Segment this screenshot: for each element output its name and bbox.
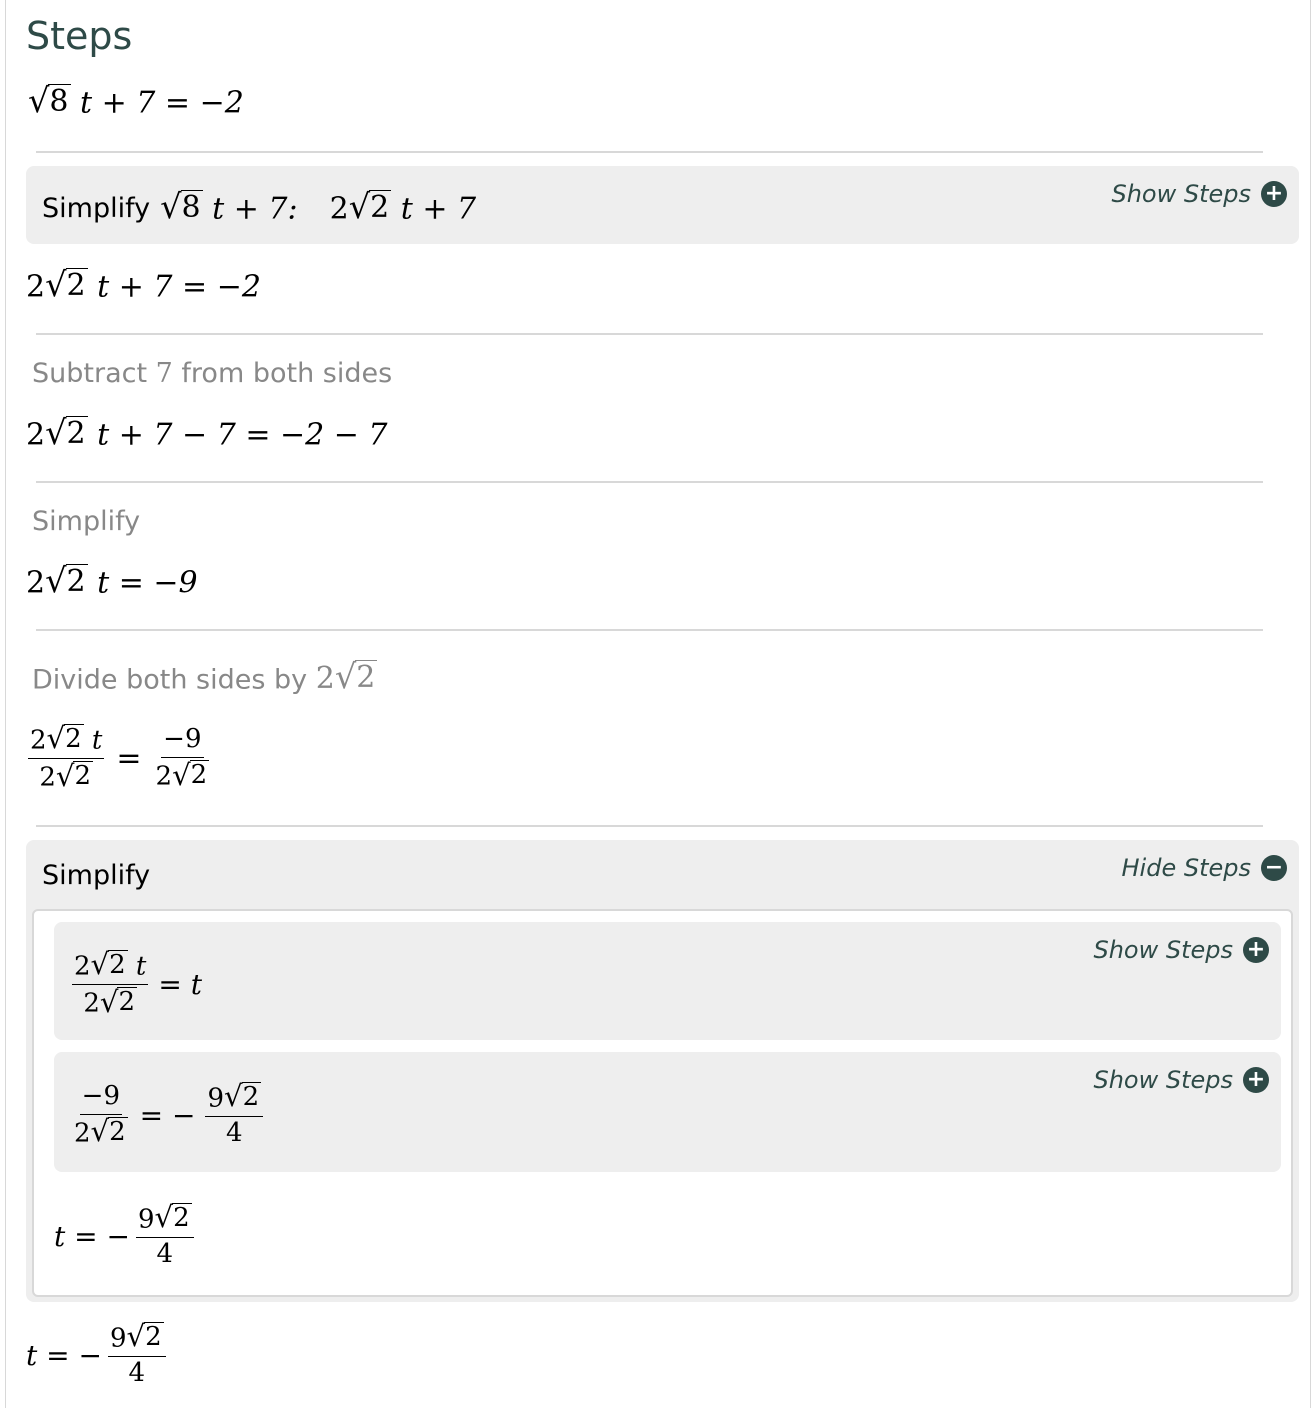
radicand: 2 <box>145 1322 162 1352</box>
coef: 2 <box>26 269 46 305</box>
expr-rest: t + 7: <box>212 191 298 227</box>
simplify-panel-label: Simplify <box>42 860 151 891</box>
radical-sign: √ <box>172 757 191 792</box>
coef: 2 <box>155 761 173 792</box>
rhs-fraction <box>154 725 212 792</box>
radical-sign: √ <box>334 657 357 697</box>
radicand: 2 <box>190 760 208 791</box>
show-steps-label: Show Steps <box>1093 1066 1233 1094</box>
radical-sign: √ <box>160 187 182 227</box>
sqrt <box>45 413 88 453</box>
hide-steps-button[interactable] <box>1122 854 1288 882</box>
radical-sign: √ <box>90 947 110 982</box>
sqrt <box>172 757 209 792</box>
coef: 2 <box>26 565 46 601</box>
sqrt <box>334 657 378 697</box>
denominator: 4 <box>128 1358 146 1389</box>
equation-subtract <box>26 413 388 453</box>
simplify-result <box>54 1200 194 1270</box>
page-title: Steps <box>26 14 133 58</box>
denominator <box>154 758 212 792</box>
divider <box>36 825 1263 827</box>
radicand: 2 <box>173 1203 190 1233</box>
simplify-step-label: Simplify <box>42 192 151 224</box>
show-steps-button[interactable] <box>1093 1066 1269 1094</box>
subtract-step-label <box>32 358 392 389</box>
radicand: 2 <box>370 190 390 225</box>
simplify-step-row <box>42 187 477 227</box>
coef: 2 <box>26 417 46 453</box>
numerator <box>136 1200 194 1238</box>
equation-rest: t + 7 = −2 <box>97 269 261 305</box>
radicand: 8 <box>49 84 69 119</box>
radicand: 2 <box>242 1082 260 1112</box>
fraction <box>108 1319 166 1389</box>
radicand: 8 <box>181 190 201 225</box>
radical-sign: √ <box>348 187 371 227</box>
divider <box>36 151 1263 153</box>
radical-sign: √ <box>45 561 67 601</box>
radical-sign: √ <box>45 413 67 453</box>
equation-rest: t + 7 − 7 = −2 − 7 <box>97 417 388 453</box>
radicand: 2 <box>65 724 82 754</box>
fraction <box>72 947 148 1020</box>
equation-after-simplify <box>26 265 261 305</box>
radicand: 2 <box>66 268 86 303</box>
sqrt <box>154 1200 192 1235</box>
result-rest: t + 7 <box>400 191 477 227</box>
radical-sign: √ <box>55 758 75 793</box>
radicand: 2 <box>66 416 86 451</box>
rhs-fraction <box>205 1079 263 1149</box>
denominator <box>81 985 139 1019</box>
radicand: 2 <box>74 761 92 792</box>
simplify-step-panel <box>26 166 1299 244</box>
radical-sign: √ <box>126 1319 146 1354</box>
lhs-fraction <box>28 721 104 794</box>
simplify-step-result <box>329 187 477 227</box>
numerator <box>205 1079 263 1117</box>
divider <box>36 333 1263 335</box>
radical-sign: √ <box>99 984 119 1019</box>
equals-minus: = − <box>139 1099 196 1133</box>
coef: 2 <box>39 762 56 793</box>
denominator <box>37 759 95 793</box>
simplify-step-expression <box>160 187 298 227</box>
sqrt <box>348 187 392 227</box>
radical-sign: √ <box>90 1114 110 1149</box>
radicand: 2 <box>66 564 86 599</box>
numerator <box>72 947 148 985</box>
coef: 2 <box>74 951 91 982</box>
lhs-fraction <box>72 1082 130 1149</box>
coef: 2 <box>74 1118 91 1149</box>
coef: 2 <box>83 988 100 1019</box>
divide-step-label <box>32 657 377 697</box>
simplify-panel-expanded <box>26 840 1299 1302</box>
radicand: 2 <box>118 987 136 1018</box>
hide-steps-label: Hide Steps <box>1121 854 1251 882</box>
sqrt <box>45 561 88 601</box>
divider <box>36 629 1263 631</box>
radicand: 2 <box>356 660 376 695</box>
plus-circle-icon: + <box>1243 937 1269 963</box>
numerator: −9 <box>80 1082 122 1115</box>
radical-sign: √ <box>45 265 67 305</box>
sqrt <box>90 947 128 982</box>
sqrt <box>55 758 93 793</box>
fraction <box>136 1200 194 1270</box>
coef: 9 <box>137 1204 155 1235</box>
show-steps-button[interactable] <box>1093 936 1269 964</box>
coef: 2 <box>329 191 349 227</box>
radical-sign: √ <box>154 1200 174 1235</box>
equation-divide <box>28 721 211 794</box>
rhs: = t <box>158 968 202 1002</box>
substep-1-panel <box>54 922 1281 1040</box>
final-lhs: t = − <box>26 1339 102 1373</box>
numerator <box>108 1319 166 1357</box>
radical-sign: √ <box>224 1079 243 1114</box>
sqrt <box>224 1079 261 1114</box>
label-prefix: Subtract <box>32 358 156 389</box>
substep-1-expression <box>72 947 202 1020</box>
substep-2-panel <box>54 1052 1281 1172</box>
result-lhs: t = − <box>54 1220 130 1254</box>
minus-circle-icon: − <box>1261 855 1287 881</box>
coef: 2 <box>315 661 335 697</box>
divider <box>36 481 1263 483</box>
numerator: −9 <box>161 725 203 758</box>
simplify-detail-box <box>32 909 1293 1297</box>
sqrt <box>99 984 137 1019</box>
equation-rest: t = −9 <box>97 565 198 601</box>
sqrt <box>28 81 71 121</box>
variable: t <box>91 725 103 756</box>
radical-sign: √ <box>28 81 50 121</box>
variable: t <box>135 951 147 982</box>
initial-equation <box>28 81 244 121</box>
denominator: 4 <box>226 1118 243 1149</box>
denominator <box>72 1115 130 1149</box>
plus-circle-icon: + <box>1243 1067 1269 1093</box>
label-number: 7 <box>155 358 173 389</box>
coef: 9 <box>109 1323 127 1354</box>
equation-rest: t + 7 = −2 <box>80 85 244 121</box>
radical-sign: √ <box>46 721 66 756</box>
simplify-step-label-2: Simplify <box>32 506 141 537</box>
show-steps-label: Show Steps <box>1093 936 1233 964</box>
label-math <box>315 657 378 697</box>
show-steps-button[interactable] <box>1111 180 1287 208</box>
sqrt <box>45 265 88 305</box>
equals-sign: = <box>116 741 142 777</box>
radicand: 2 <box>109 950 126 980</box>
equation-simplified <box>26 561 198 601</box>
label-prefix: Divide both sides by <box>32 664 316 696</box>
radicand: 2 <box>109 1116 126 1147</box>
final-answer <box>26 1319 166 1389</box>
plus-circle-icon: + <box>1261 181 1287 207</box>
sqrt <box>46 721 84 756</box>
coef: 2 <box>30 725 47 756</box>
coef: 9 <box>207 1083 225 1114</box>
label-suffix: from both sides <box>172 358 393 389</box>
substep-2-expression <box>72 1079 263 1149</box>
sqrt <box>160 187 203 227</box>
show-steps-label: Show Steps <box>1111 180 1251 208</box>
sqrt <box>90 1114 128 1149</box>
denominator: 4 <box>156 1239 174 1270</box>
numerator <box>28 721 104 759</box>
sqrt <box>126 1319 164 1354</box>
